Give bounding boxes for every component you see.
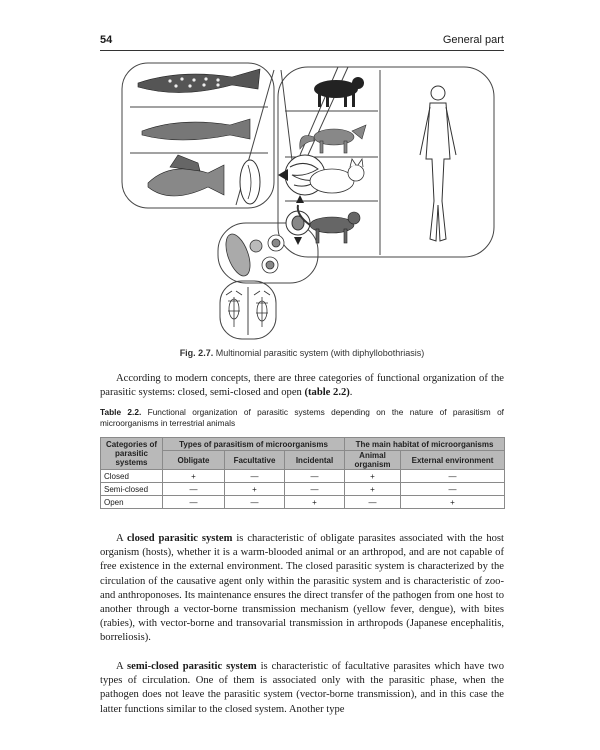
col-external-environment: External environment [401, 451, 505, 470]
cell-incidental: + [285, 496, 345, 509]
row-category: Open [101, 496, 163, 509]
pike-fish [138, 69, 260, 93]
cell-facultative: — [225, 470, 285, 483]
header-types: Types of parasitism of microorganisms [163, 438, 345, 451]
table-caption [100, 407, 504, 429]
col-facultative: Facultative [225, 451, 285, 470]
col-incidental: Incidental [285, 451, 345, 470]
cell-facultative: — [225, 496, 285, 509]
cell-obligate: + [163, 470, 225, 483]
closed-system-paragraph [100, 532, 504, 646]
cell-external: — [401, 470, 505, 483]
cell-external: — [401, 483, 505, 496]
parasitic-system-figure [100, 55, 504, 345]
plerocercoid-larva [240, 160, 260, 204]
cell-incidental: — [285, 470, 345, 483]
cell-facultative: + [225, 483, 285, 496]
burbot-fish [142, 119, 250, 140]
fox-host [300, 125, 366, 153]
table-row [101, 470, 505, 483]
cell-incidental: — [285, 483, 345, 496]
cell-animal: + [345, 470, 401, 483]
table-label: Table 2.2. [100, 407, 142, 417]
table-row [101, 483, 505, 496]
semi-closed-text: is characteristic of facultative parasites which have two types of circulation. One of them is associated only with the parasitic phase, when the pathogen does not leave the parasitic system (vector-borne transmission), and in this case the latter functions similar to the closed system. Another type [100, 661, 504, 715]
intro-paragraph [100, 372, 504, 400]
human-host [420, 86, 456, 241]
table-row [101, 496, 505, 509]
perch-fish [148, 155, 224, 196]
closed-text: is characteristic of obligate parasites associated with the host organism (hosts), whether it is a warm-blooded animal or an arthropod, and are not capable of free existence in the external environment. The closed parasitic system is characterized by the circulation of the causative agent only within the parasitic system and is characteristic of zoo- and anthroponoses. Its maintenance ensures the direct transfer of the pathogen from one host to another through a vector-borne transmission mechanism (yellow fever, dengue), with bites (rabies), with vector-borne and transovarial transmission in arthropods (Japanese encephalitis, borreliosis). [100, 533, 505, 644]
closed-term: closed parasitic system [126, 533, 233, 544]
header-categories: Categories of parasitic systems [101, 438, 163, 470]
cell-obligate: — [163, 483, 225, 496]
row-category: Closed [101, 470, 163, 483]
intro-end: . [349, 387, 353, 399]
table-caption-text: Functional organization of parasitic systems depending on the nature of parasitism of microorganisms in terrestrial animals [100, 407, 504, 428]
coracidium-stages [221, 231, 284, 279]
semi-closed-system-paragraph [100, 660, 504, 717]
section-title: General part [442, 34, 504, 46]
cell-obligate: — [163, 496, 225, 509]
figure-caption-text: Multinomial parasitic system (with diphyllobothriasis) [215, 348, 425, 358]
table-reference: (table 2.2) [304, 387, 350, 399]
semi-closed-intro: A [116, 661, 124, 672]
figure-caption [100, 348, 504, 358]
cell-animal: + [345, 483, 401, 496]
col-obligate: Obligate [163, 451, 225, 470]
cell-animal: — [345, 496, 401, 509]
col-animal-organism: Animal organism [345, 451, 401, 470]
header-habitat: The main habitat of microorganisms [345, 438, 505, 451]
page-header [100, 34, 504, 48]
intro-text: According to modern concepts, there are three categories of functional organization of the parasitic systems: closed, semi-closed and open [100, 373, 504, 399]
cell-external: + [401, 496, 505, 509]
closed-intro: A [116, 533, 124, 544]
dog-host [314, 77, 364, 107]
semi-closed-term: semi-closed parasitic system [127, 661, 257, 672]
page-number: 54 [100, 34, 113, 46]
functional-organization-table [100, 437, 505, 509]
figure-label: Fig. 2.7. [179, 348, 214, 358]
header-divider [100, 50, 504, 51]
walking-cat-host [298, 205, 360, 243]
row-category: Semi-closed [101, 483, 163, 496]
